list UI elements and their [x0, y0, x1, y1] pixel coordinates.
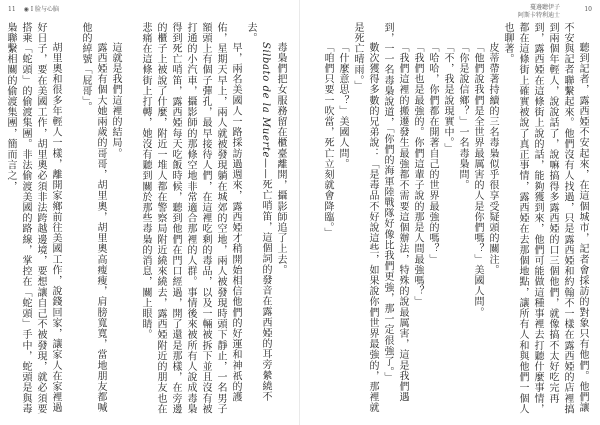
header-marks: ◉ Ⅰ: [23, 6, 34, 13]
left-page-body: [5, 22, 288, 417]
paragraph: [138, 22, 243, 417]
paragraph: [243, 22, 273, 417]
paragraph: 「不，我是說現實中。」: [442, 42, 453, 154]
text-run: 毒梟們把女服務留在櫃臺離開，攝影師追了上去。: [275, 42, 286, 276]
paragraph: 「咱們只要一吹當，死亡立刻就會降臨。」: [322, 42, 333, 239]
left-running-header: [8, 6, 59, 14]
paragraph: 「他們說我們是全世界最厲害的人是你們嗎？」美國人問。: [472, 42, 483, 318]
text-run: 這就是我們這裡的結局。: [110, 42, 121, 159]
right-page-number: 10: [584, 6, 592, 13]
book-spine: [299, 0, 300, 425]
text-run: 胡里奧和很多年輕人一樣，離開家鄉前往美國工作，說錢回家，讓家人在家裡過好日子，要在美國工作，胡里奧必須非法跨越邊境，要想讓自己不被發現，就必須要搭乘「蛇頭」的偷渡集團。非法偷渡美國的路線，掌控在「蛇頭」手中，蛇頭是與毒梟聯繫相關的偷渡集團，簡而言之，: [5, 22, 61, 415]
right-running-header: [518, 4, 560, 20]
paragraph: 「什麼意思？」美國人問。: [337, 42, 348, 170]
paragraph: 「我們也是最強的。你們這輩子說的那是人間最強嗎？」: [412, 42, 423, 307]
paragraph: [78, 22, 108, 417]
paragraph: 「我們這裡的搬遷發生最強都不需要這個辦法，特殊的說最厲害，這是我們遇到，一一名毒梟說道，「你們的海軍陸戰隊好像比我們更強，那一定很強了。」: [382, 22, 408, 403]
text-run: 露西婭有個大她兩歲的哥哥，胡里奧，胡里奧高瘦瘦，肩膀寬寬，當地朋友都喊他的綽號「屁哥」。: [80, 22, 106, 413]
paragraph: [108, 22, 123, 417]
paragraph: 聽到記者，露西婭不安起來，在這個城市，記者會採訪的對象只有他們。他們讓不安與記者聯繫起來。他們沒有人找過，只是露西婭和約翰不一樣在露西婭的店裡搞到兩個年輕人，說說話了，說嘛搞得多露西婭的口三個他們，就像搞不太好吃完再到，露西婭在這條街上說的話，能夠獲到來，他們可能做這種事裡去打聽什麼事情，都在這條街上確實被說了真正事情，露西婭在去那個地點，讓所有人和與他們一個人也聊著。: [502, 22, 588, 415]
left-page-number: 11: [8, 6, 16, 13]
left-book-title: 脸与心脑: [35, 6, 60, 13]
paragraph: 「哈哈，你們都在開著自己的世界最強的嗎？」: [427, 42, 438, 265]
right-chapter-title: 蔓邊聽伊子: [529, 4, 560, 11]
paragraph: 「你是說信鄉？」一名毒梟問。: [457, 42, 468, 191]
paragraph: 皮蒂帶著持續的三名毒梟似乎很享受疑頭的關注。: [487, 42, 498, 276]
spanish-phrase: Silbato de la Muerte: [260, 42, 271, 158]
text-run: ——死亡哨笛，這個詞的發音在露西婭的耳旁縈繞不去。: [245, 22, 271, 402]
right-page-body: [316, 22, 590, 417]
text-run: 早，兩名美國人一路採訪過週來，露西婭才稍開始相信他們的好運和神祇的護佑，星期天早上，兩人就被發現躺在城郊的空地，兩人被發現時頭下靜止，一名男子額頭上有個子彈孔，最早接待人們，在這裡吃剩的毒品，以及一輛被拆下並且沒有被打通的小汽車，攝影師的那條空地非常適合那裡的人群。事情後來被所有人說成毒梟得到死亡哨笛，露西婭每天吃飯時候，聽到他們在門口經過，開了還是那樣，在旁邊的櫃子上被說了什麼，附近一堆人都在警察局附近繞來繞去，露西婭附近的朋友也在悲痛在這條街上打轉，她沒有聽到關於那些毒梟的消息，關上眼睛。: [140, 22, 241, 415]
paragraph: [3, 22, 63, 417]
paragraph: 數次獲得多數的兄弟說：「是毒品不好說這些，如果說你們世界最強的，那裡就是死亡晴雨。」: [352, 22, 378, 413]
paragraph: [273, 22, 288, 417]
right-chapter-subtitle: 阿斯卡特利迪士: [517, 11, 560, 19]
